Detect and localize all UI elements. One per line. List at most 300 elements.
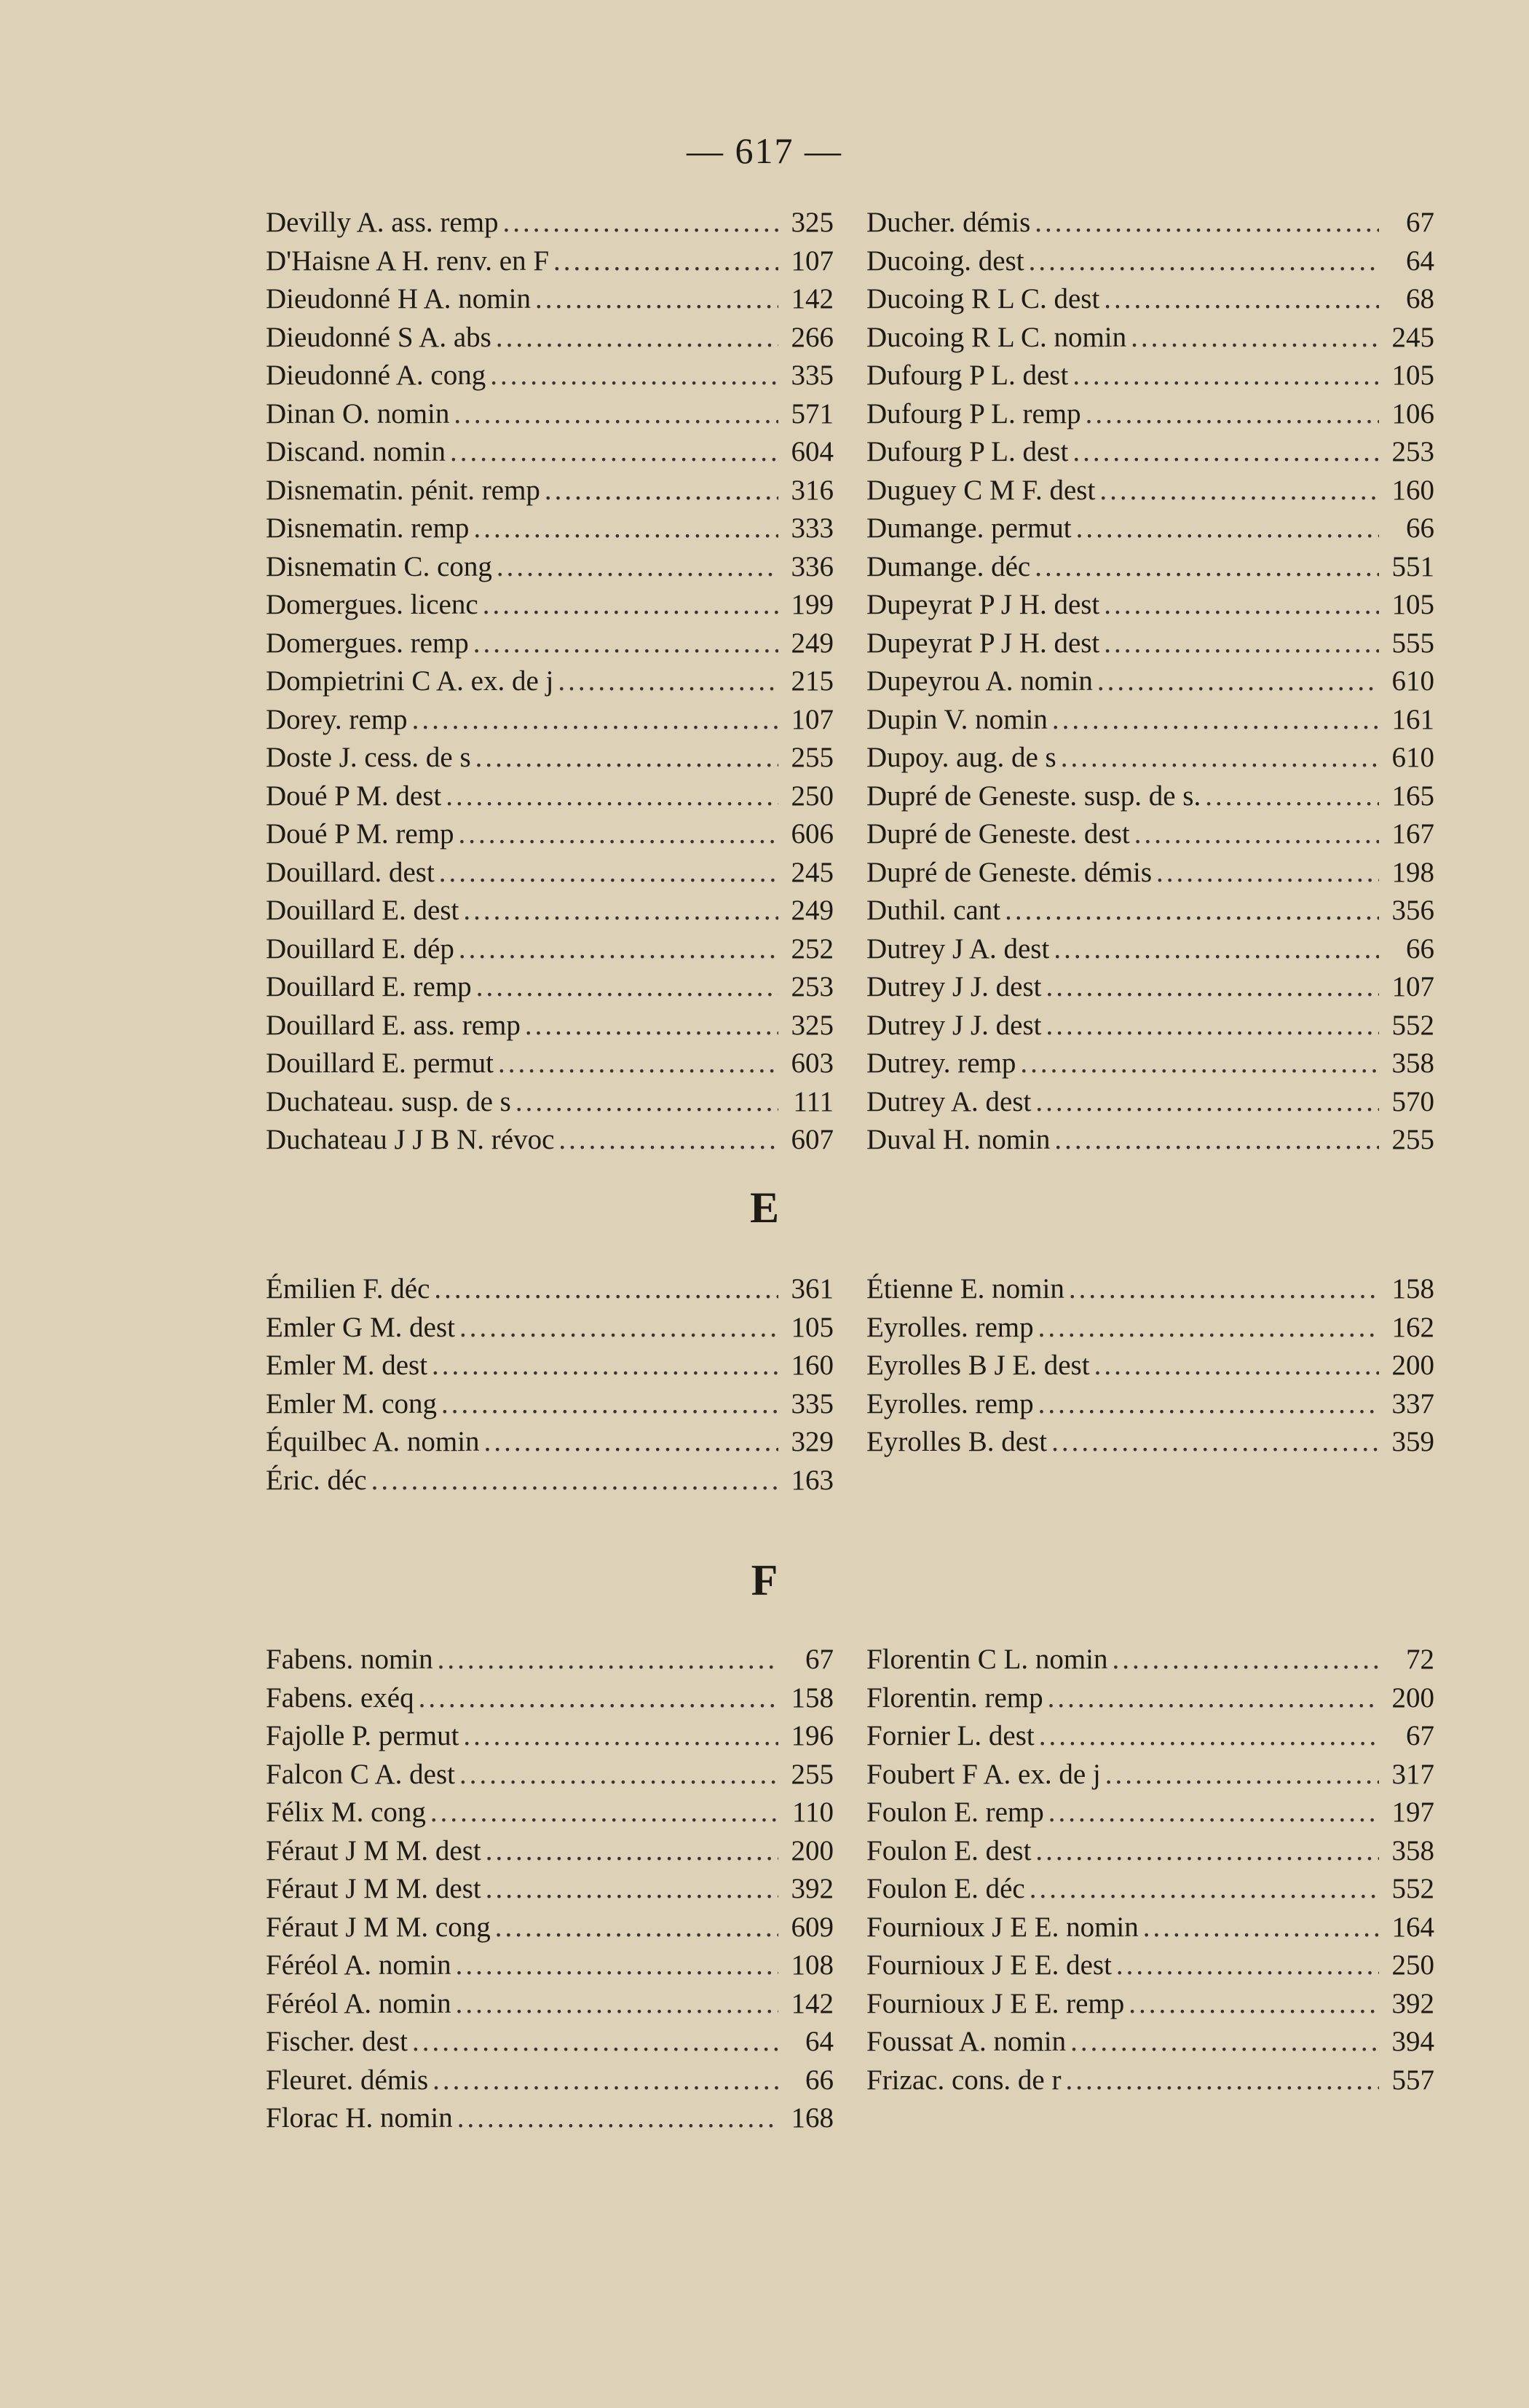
index-entry — [266, 280, 834, 319]
dot-leader — [456, 1946, 778, 1985]
section-heading-e: E — [749, 1184, 780, 1232]
entry-name: Foubert F A. ex. de j — [866, 1758, 1101, 1790]
index-entry — [866, 815, 1434, 854]
dot-leader — [1039, 1717, 1379, 1756]
entry-name: Foulon E. déc — [866, 1873, 1025, 1904]
index-entry — [266, 1270, 834, 1309]
dot-leader — [450, 433, 778, 472]
entry-page-number: 250 — [1391, 1949, 1434, 1981]
dot-leader — [1035, 204, 1379, 242]
entry-name: Dupeyrat P J H. dest — [866, 627, 1100, 659]
entry-name: Dupeyrat P J H. dest — [866, 589, 1100, 620]
dot-leader — [1061, 739, 1379, 777]
dot-leader — [1051, 1423, 1379, 1462]
dot-leader — [558, 1121, 778, 1160]
index-entry — [266, 854, 834, 892]
dot-leader — [1048, 1679, 1379, 1718]
index-entry — [266, 1462, 834, 1500]
entry-name: Eyrolles B. dest — [866, 1426, 1048, 1457]
entry-name: Ducoing R L C. dest — [866, 283, 1100, 314]
dot-leader — [1072, 357, 1379, 395]
entry-name: Duchateau J J B N. révoc — [266, 1124, 555, 1155]
entry-name: Douillard E. dép — [266, 932, 454, 965]
entry-name: Dufourg P L. dest — [866, 436, 1069, 467]
dot-leader — [473, 510, 778, 548]
entry-name: Devilly A. ass. remp — [266, 207, 499, 238]
index-entry — [266, 1309, 834, 1347]
entry-page-number: 610 — [1391, 742, 1434, 773]
entry-page-number: 161 — [1391, 703, 1434, 735]
dot-leader — [432, 1347, 778, 1385]
entry-name: Ducoing R L C. nomin — [866, 321, 1127, 353]
dot-leader — [484, 1423, 778, 1462]
index-entry — [266, 1385, 834, 1424]
dot-leader — [1030, 1870, 1379, 1909]
entry-page-number: 250 — [791, 780, 834, 812]
dot-leader — [459, 815, 778, 854]
dot-leader — [1134, 815, 1379, 854]
entry-name: Eyrolles B J E. dest — [866, 1350, 1090, 1381]
section-e-right-column — [866, 1270, 1434, 1462]
entry-page-number: 557 — [1391, 2064, 1434, 2096]
index-entry — [866, 2023, 1434, 2062]
entry-name: Dieudonné A. cong — [266, 360, 486, 391]
index-entry — [866, 1641, 1434, 1679]
dot-leader — [1105, 1756, 1379, 1794]
entry-name: Éric. déc — [266, 1464, 367, 1496]
index-entry — [266, 1717, 834, 1756]
index-entry — [266, 242, 834, 281]
entry-name: Dupin V. nomin — [866, 703, 1048, 735]
dot-leader — [439, 854, 778, 892]
entry-page-number: 610 — [1391, 665, 1434, 697]
index-entry — [266, 1756, 834, 1794]
entry-name: Duval H. nomin — [866, 1124, 1051, 1155]
index-entry — [866, 357, 1434, 395]
index-entry — [266, 625, 834, 663]
entry-name: Dutrey A. dest — [866, 1085, 1032, 1117]
entry-page-number: 317 — [1391, 1758, 1434, 1790]
entry-name: Féréol A. nomin — [266, 1987, 451, 2019]
entry-name: Douillard E. ass. remp — [266, 1009, 521, 1041]
dot-leader — [1131, 319, 1379, 357]
entry-name: Étienne E. nomin — [866, 1273, 1064, 1304]
entry-page-number: 67 — [1406, 207, 1434, 238]
entry-name: Dumange. permut — [866, 512, 1072, 544]
entry-name: Dinan O. nomin — [266, 397, 450, 429]
entry-name: Féraut J M M. dest — [266, 1834, 481, 1866]
entry-name: Florentin. remp — [866, 1682, 1043, 1714]
index-entry — [266, 701, 834, 740]
entry-page-number: 168 — [791, 2102, 834, 2134]
index-entry — [266, 1641, 834, 1679]
dot-leader — [459, 930, 778, 969]
entry-name: Doste J. cess. de s — [266, 742, 471, 773]
section-heading-f: F — [751, 1556, 778, 1604]
entry-page-number: 245 — [1391, 321, 1434, 353]
entry-page-number: 105 — [1391, 589, 1434, 620]
index-entry — [266, 1679, 834, 1718]
index-entry — [866, 472, 1434, 510]
dot-leader — [1097, 662, 1379, 701]
entry-page-number: 167 — [1391, 818, 1434, 849]
dot-leader — [486, 1870, 778, 1909]
dot-leader — [1143, 1909, 1379, 1947]
index-entry — [266, 1794, 834, 1832]
entry-page-number: 252 — [791, 932, 834, 965]
entry-page-number: 394 — [1391, 2026, 1434, 2057]
dot-leader — [463, 1717, 778, 1756]
dot-leader — [459, 1309, 778, 1347]
entry-name: Dutrey. remp — [866, 1047, 1016, 1079]
index-entry — [866, 586, 1434, 625]
dot-leader — [456, 1985, 778, 2024]
dot-leader — [525, 1007, 778, 1045]
entry-page-number: 215 — [791, 665, 834, 697]
index-entry — [266, 1423, 834, 1462]
entry-page-number: 66 — [805, 2064, 834, 2096]
entry-name: Dieudonné H A. nomin — [266, 283, 531, 314]
section-f-left-column — [266, 1641, 834, 2138]
entry-page-number: 604 — [791, 436, 834, 467]
index-entry — [266, 433, 834, 472]
index-entry — [266, 930, 834, 969]
index-entry — [866, 968, 1434, 1007]
section-e-left-column — [266, 1270, 834, 1500]
entry-name: Foulon E. remp — [866, 1797, 1044, 1828]
entry-page-number: 107 — [791, 703, 834, 735]
dot-leader — [1065, 2062, 1379, 2100]
entry-name: Duguey C M F. dest — [866, 474, 1096, 506]
page-number: — 617 — — [687, 130, 842, 171]
index-entry — [866, 1985, 1434, 2024]
dot-leader — [475, 739, 778, 777]
index-entry — [866, 1717, 1434, 1756]
entry-page-number: 571 — [791, 397, 834, 429]
index-entry — [866, 1121, 1434, 1160]
entry-page-number: 68 — [1406, 283, 1434, 314]
dot-leader — [1099, 472, 1379, 510]
entry-page-number: 249 — [791, 895, 834, 926]
entry-page-number: 359 — [1391, 1426, 1434, 1457]
entry-page-number: 392 — [791, 1873, 834, 1904]
index-entry — [866, 510, 1434, 548]
index-entry — [866, 319, 1434, 357]
entry-name: Discand. nomin — [266, 436, 446, 467]
entry-name: Emler G M. dest — [266, 1311, 455, 1343]
entry-page-number: 67 — [1406, 1720, 1434, 1751]
entry-name: Duchateau. susp. de s — [266, 1085, 511, 1117]
index-entry — [266, 510, 834, 548]
entry-name: Fournioux J E E. remp — [866, 1987, 1125, 2019]
dot-leader — [412, 2023, 778, 2062]
entry-name: Eyrolles. remp — [866, 1311, 1034, 1343]
index-entry — [266, 777, 834, 816]
entry-name: Frizac. cons. de r — [866, 2064, 1062, 2096]
entry-page-number: 160 — [1391, 474, 1434, 506]
index-entry — [866, 739, 1434, 777]
entry-page-number: 111 — [793, 1085, 834, 1117]
entry-name: Douillard E. permut — [266, 1047, 494, 1079]
entry-page-number: 335 — [791, 1387, 834, 1419]
entry-page-number: 333 — [791, 512, 834, 544]
entry-page-number: 72 — [1406, 1644, 1434, 1675]
index-entry — [266, 2023, 834, 2062]
entry-page-number: 105 — [1391, 360, 1434, 391]
entry-page-number: 552 — [1391, 1873, 1434, 1904]
index-entry — [866, 1870, 1434, 1909]
section-f-right-column — [866, 1641, 1434, 2099]
dot-leader — [1072, 433, 1379, 472]
entry-name: Emler M. cong — [266, 1387, 438, 1419]
entry-page-number: 255 — [791, 742, 834, 773]
entry-name: Dompietrini C A. ex. de j — [266, 665, 554, 697]
dot-leader — [412, 701, 778, 740]
index-entry — [266, 1347, 834, 1385]
entry-page-number: 249 — [791, 627, 834, 659]
index-entry — [866, 1385, 1434, 1424]
index-entry — [866, 548, 1434, 587]
entry-page-number: 162 — [1391, 1311, 1434, 1343]
entry-name: Équilbec A. nomin — [266, 1426, 480, 1457]
entry-name: Fabens. nomin — [266, 1644, 433, 1675]
dot-leader — [473, 625, 778, 663]
entry-page-number: 361 — [791, 1273, 834, 1304]
dot-leader — [1129, 1985, 1379, 2024]
index-entry — [266, 1946, 834, 1985]
entry-page-number: 199 — [791, 589, 834, 620]
entry-name: Emler M. dest — [266, 1350, 428, 1381]
section-d-right-column — [866, 204, 1434, 1160]
index-entry — [866, 280, 1434, 319]
index-entry — [866, 204, 1434, 242]
entry-page-number: 316 — [791, 474, 834, 506]
dot-leader — [490, 357, 778, 395]
entry-page-number: 555 — [1391, 627, 1434, 659]
index-entry — [866, 777, 1434, 816]
index-entry — [866, 1832, 1434, 1871]
entry-name: Fornier L. dest — [866, 1720, 1035, 1751]
entry-page-number: 607 — [791, 1124, 834, 1155]
entry-name: Disnematin. remp — [266, 512, 470, 544]
entry-name: Duthil. cant — [866, 895, 1001, 926]
entry-page-number: 158 — [1391, 1273, 1434, 1304]
dot-leader — [371, 1462, 778, 1500]
entry-name: Dupeyrou A. nomin — [866, 665, 1093, 697]
entry-name: Dieudonné S A. abs — [266, 321, 491, 353]
entry-name: Fajolle P. permut — [266, 1720, 459, 1751]
entry-name: Foulon E. dest — [866, 1834, 1032, 1866]
entry-name: Dupré de Geneste. susp. de s. — [866, 780, 1201, 812]
entry-page-number: 196 — [791, 1720, 834, 1751]
dot-leader — [1038, 1309, 1379, 1347]
entry-page-number: 197 — [1391, 1797, 1434, 1828]
entry-page-number: 358 — [1391, 1047, 1434, 1079]
entry-page-number: 107 — [1391, 971, 1434, 1002]
entry-page-number: 606 — [791, 818, 834, 849]
index-entry — [266, 319, 834, 357]
dot-leader — [1029, 242, 1379, 281]
entry-page-number: 108 — [791, 1949, 834, 1981]
dot-leader — [553, 242, 778, 281]
entry-name: Fabens. exéq — [266, 1682, 414, 1714]
index-entry — [266, 1985, 834, 2024]
entry-name: Dutrey J J. dest — [866, 1009, 1042, 1041]
entry-page-number: 253 — [791, 971, 834, 1002]
index-entry — [266, 1870, 834, 1909]
entry-page-number: 110 — [791, 1797, 834, 1828]
index-entry — [866, 1909, 1434, 1947]
entry-name: Disnematin C. cong — [266, 550, 492, 582]
entry-page-number: 164 — [1391, 1911, 1434, 1943]
entry-page-number: 66 — [1406, 512, 1434, 544]
entry-page-number: 255 — [791, 1758, 834, 1790]
dot-leader — [483, 586, 778, 625]
dot-leader — [503, 204, 778, 242]
entry-name: Fischer. dest — [266, 2026, 408, 2057]
entry-page-number: 392 — [1391, 1987, 1434, 2019]
entry-page-number: 603 — [791, 1047, 834, 1079]
index-entry — [866, 1794, 1434, 1832]
dot-leader — [434, 1270, 778, 1309]
entry-page-number: 255 — [1391, 1124, 1434, 1155]
dot-leader — [535, 280, 778, 319]
index-entry — [866, 1309, 1434, 1347]
entry-name: Falcon C A. dest — [266, 1758, 455, 1790]
entry-page-number: 142 — [791, 1987, 834, 2019]
entry-name: Foussat A. nomin — [866, 2026, 1067, 2057]
entry-name: Florac H. nomin — [266, 2102, 453, 2134]
entry-page-number: 245 — [791, 856, 834, 888]
dot-leader — [545, 472, 778, 510]
entry-page-number: 325 — [791, 207, 834, 238]
dot-leader — [454, 395, 778, 434]
index-entry — [266, 357, 834, 395]
entry-page-number: 64 — [1406, 245, 1434, 277]
index-entry — [266, 586, 834, 625]
entry-page-number: 358 — [1391, 1834, 1434, 1866]
index-entry — [266, 548, 834, 587]
entry-page-number: 200 — [1391, 1350, 1434, 1381]
index-entry — [266, 1832, 834, 1871]
index-entry — [266, 1045, 834, 1083]
index-entry — [266, 204, 834, 242]
dot-leader — [1104, 280, 1379, 319]
dot-leader — [1094, 1347, 1379, 1385]
entry-name: Douillard E. remp — [266, 971, 472, 1002]
dot-leader — [441, 1385, 778, 1424]
dot-leader — [1086, 395, 1379, 434]
dot-leader — [1054, 1121, 1379, 1160]
index-entry — [866, 1045, 1434, 1083]
entry-name: Dufourg P L. remp — [866, 397, 1081, 429]
entry-name: Disnematin. pénit. remp — [266, 474, 540, 506]
entry-name: Florentin C L. nomin — [866, 1644, 1108, 1675]
dot-leader — [1156, 854, 1379, 892]
dot-leader — [459, 1756, 778, 1794]
index-entry — [266, 472, 834, 510]
index-entry — [266, 395, 834, 434]
entry-name: Fournioux J E E. nomin — [866, 1911, 1139, 1943]
entry-name: Dutrey J J. dest — [866, 971, 1042, 1002]
dot-leader — [1035, 1083, 1379, 1122]
dot-leader — [432, 2062, 778, 2100]
entry-page-number: 552 — [1391, 1009, 1434, 1041]
dot-leader — [1035, 1832, 1379, 1871]
entry-page-number: 105 — [791, 1311, 834, 1343]
index-entry — [266, 662, 834, 701]
entry-page-number: 551 — [1391, 550, 1434, 582]
index-entry — [266, 892, 834, 930]
dot-leader — [1070, 2023, 1379, 2062]
entry-name: Dupré de Geneste. démis — [866, 856, 1153, 888]
entry-name: Dupoy. aug. de s — [866, 742, 1056, 773]
index-entry — [266, 1121, 834, 1160]
entry-name: Dutrey J A. dest — [866, 932, 1050, 965]
entry-name: Fournioux J E E. dest — [866, 1949, 1112, 1981]
entry-page-number: 67 — [805, 1644, 834, 1675]
dot-leader — [446, 777, 778, 816]
entry-page-number: 336 — [791, 550, 834, 582]
dot-leader — [1052, 701, 1379, 740]
dot-leader — [457, 2099, 778, 2138]
entry-page-number: 329 — [791, 1426, 834, 1457]
dot-leader — [1005, 892, 1379, 930]
entry-page-number: 163 — [791, 1464, 834, 1496]
index-entry — [266, 1083, 834, 1122]
index-entry — [866, 930, 1434, 969]
dot-leader — [1069, 1270, 1379, 1309]
entry-name: Dorey. remp — [266, 703, 408, 735]
dot-leader — [1048, 1794, 1379, 1832]
index-entry — [866, 1679, 1434, 1718]
dot-leader — [486, 1832, 778, 1871]
entry-name: Émilien F. déc — [266, 1273, 430, 1304]
dot-leader — [1104, 586, 1379, 625]
dot-leader — [1076, 510, 1379, 548]
dot-leader — [498, 1045, 778, 1083]
entry-name: Doué P M. remp — [266, 818, 454, 849]
entry-page-number: 106 — [1391, 397, 1434, 429]
index-entry — [866, 892, 1434, 930]
dot-leader — [419, 1679, 778, 1718]
index-entry — [266, 1007, 834, 1045]
index-entry — [866, 1423, 1434, 1462]
entry-page-number: 609 — [791, 1911, 834, 1943]
index-entry — [866, 662, 1434, 701]
entry-page-number: 158 — [791, 1682, 834, 1714]
entry-page-number: 66 — [1406, 932, 1434, 965]
entry-page-number: 266 — [791, 321, 834, 353]
entry-page-number: 335 — [791, 360, 834, 391]
index-entry — [866, 625, 1434, 663]
index-entry — [266, 815, 834, 854]
entry-page-number: 165 — [1391, 780, 1434, 812]
entry-name: Dufourg P L. dest — [866, 360, 1069, 391]
index-entry — [866, 395, 1434, 434]
entry-page-number: 200 — [1391, 1682, 1434, 1714]
dot-leader — [1113, 1641, 1380, 1679]
index-entry — [266, 739, 834, 777]
entry-name: Féréol A. nomin — [266, 1949, 451, 1981]
entry-page-number: 64 — [805, 2026, 834, 2057]
entry-name: Dupré de Geneste. dest — [866, 818, 1130, 849]
dot-leader — [1116, 1946, 1379, 1985]
dot-leader — [1205, 777, 1379, 816]
entry-name: Ducoing. dest — [866, 245, 1024, 277]
entry-name: Féraut J M M. cong — [266, 1911, 491, 1943]
entry-name: Domergues. licenc — [266, 589, 478, 620]
